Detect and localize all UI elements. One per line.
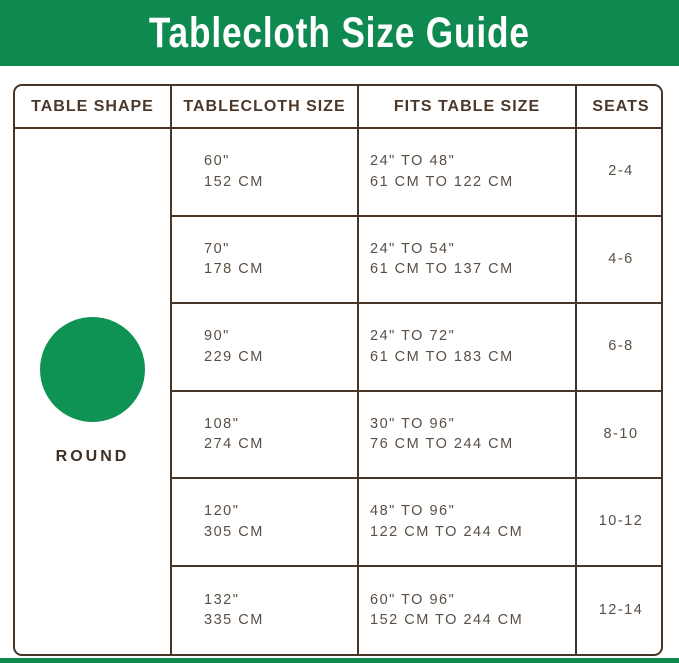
size-cm: 152 CM xyxy=(204,173,264,190)
seats-value: 4-6 xyxy=(608,250,634,267)
fits-cm: 61 CM TO 183 CM xyxy=(370,348,514,365)
fits-cm: 152 CM TO 244 CM xyxy=(370,612,524,629)
fits-inches: 24" TO 72" xyxy=(370,328,456,345)
tablecloth-size-cell xyxy=(172,392,359,480)
column-header-tablecloth-size: TABLECLOTH SIZE xyxy=(172,86,359,129)
fits-size-cell xyxy=(359,217,577,305)
size-inches: 90" xyxy=(204,328,230,345)
fits-cm: 61 CM TO 122 CM xyxy=(370,173,514,190)
seats-value: 8-10 xyxy=(603,425,639,442)
fits-inches: 60" TO 96" xyxy=(370,591,456,608)
page-title: Tablecloth Size Guide xyxy=(149,8,530,57)
seats-cell xyxy=(577,217,663,305)
fits-inches: 24" TO 54" xyxy=(370,240,456,257)
fits-cm: 122 CM TO 244 CM xyxy=(370,523,524,540)
fits-inches: 24" TO 48" xyxy=(370,153,456,170)
size-inches: 108" xyxy=(204,415,240,432)
seats-cell xyxy=(577,129,663,217)
size-cm: 305 CM xyxy=(204,523,264,540)
shape-label: ROUND xyxy=(55,448,130,465)
fits-size-cell xyxy=(359,129,577,217)
column-header-table-shape: TABLE SHAPE xyxy=(15,86,172,129)
seats-cell xyxy=(577,304,663,392)
tablecloth-size-cell xyxy=(172,304,359,392)
size-cm: 335 CM xyxy=(204,612,264,629)
fits-size-cell xyxy=(359,304,577,392)
fits-inches: 48" TO 96" xyxy=(370,503,456,520)
fits-cm: 76 CM TO 244 CM xyxy=(370,436,514,453)
table-shape-cell xyxy=(15,129,172,654)
seats-cell xyxy=(577,567,663,655)
fits-size-cell xyxy=(359,392,577,480)
seats-value: 6-8 xyxy=(608,338,634,355)
seats-value: 12-14 xyxy=(598,601,644,618)
size-inches: 120" xyxy=(204,503,240,520)
size-cm: 274 CM xyxy=(204,436,264,453)
size-cm: 178 CM xyxy=(204,261,264,278)
size-inches: 70" xyxy=(204,240,230,257)
column-header-fits-table-size: FITS TABLE SIZE xyxy=(359,86,577,129)
size-inches: 132" xyxy=(204,591,240,608)
column-header-seats: SEATS xyxy=(577,86,663,129)
fits-size-cell xyxy=(359,479,577,567)
seats-value: 10-12 xyxy=(598,513,644,530)
tablecloth-size-cell xyxy=(172,567,359,655)
fits-inches: 30" TO 96" xyxy=(370,415,456,432)
tablecloth-size-cell xyxy=(172,479,359,567)
tablecloth-size-cell xyxy=(172,217,359,305)
size-cm: 229 CM xyxy=(204,348,264,365)
size-inches: 60" xyxy=(204,153,230,170)
title-banner xyxy=(0,0,679,66)
size-guide-table xyxy=(13,84,663,656)
seats-value: 2-4 xyxy=(608,163,634,180)
fits-cm: 61 CM TO 137 CM xyxy=(370,261,514,278)
round-shape-icon xyxy=(40,317,145,422)
bottom-accent-bar xyxy=(0,658,679,663)
seats-cell xyxy=(577,392,663,480)
tablecloth-size-cell xyxy=(172,129,359,217)
seats-cell xyxy=(577,479,663,567)
fits-size-cell xyxy=(359,567,577,655)
